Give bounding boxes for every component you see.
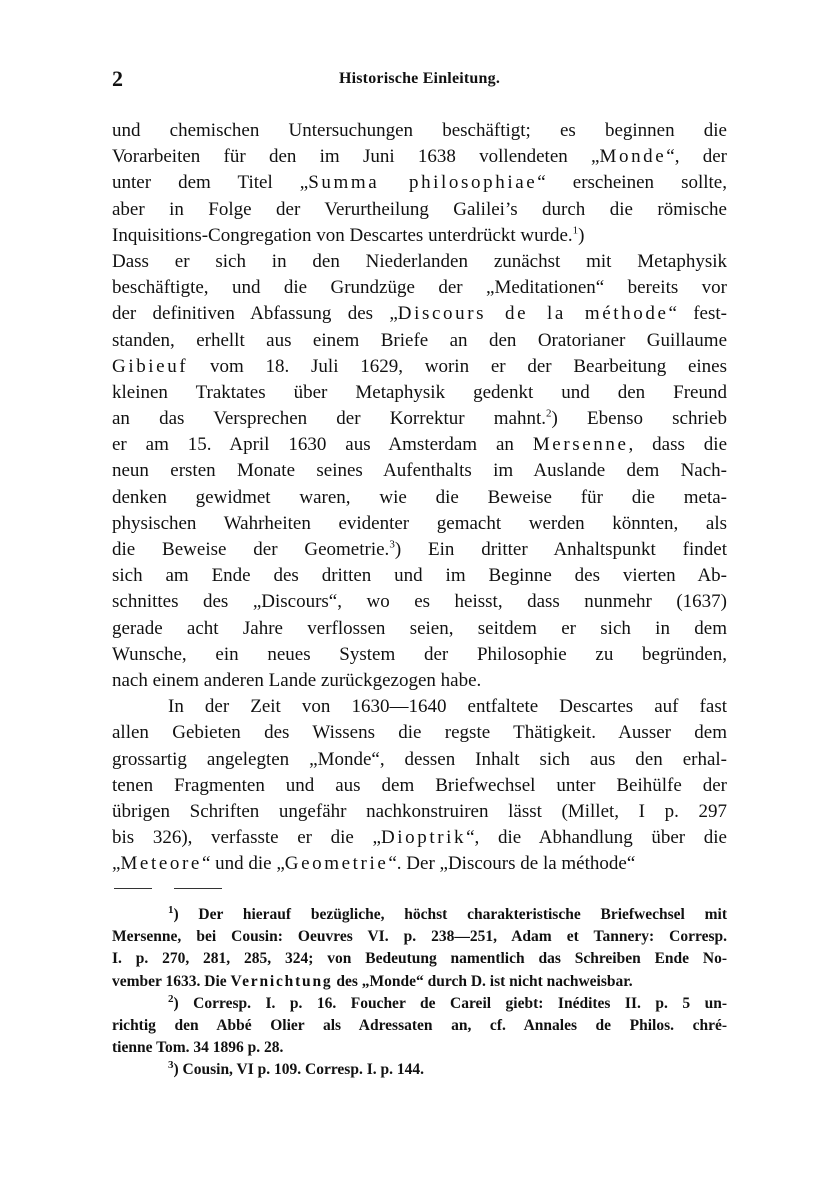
text-line (112, 144, 727, 170)
text-line (112, 223, 727, 249)
text-line (112, 720, 727, 746)
text-run: ) Cousin, VI p. 109. Corresp. I. p. 144. (173, 1061, 424, 1079)
text-line (112, 747, 727, 773)
text-run: der definitiven Abfassung des „ (112, 303, 398, 325)
text-run: “ fest- (668, 303, 727, 325)
text-run: “. Der „Discours de la méthode“ (388, 853, 636, 875)
text-line (112, 926, 727, 948)
text-run: und chemischen Untersuchungen beschäftigt; es beginnen die (112, 120, 727, 141)
text-run: kleinen Traktates über Metaphysik gedenkt und den Freund (112, 381, 727, 403)
text-run: sich am Ende des dritten und im Beginne des vierten Ab- (112, 565, 727, 587)
text-run: ) (578, 224, 585, 246)
text-line (112, 642, 727, 668)
spaced-emphasis: Vernichtung (230, 972, 333, 990)
text-line (112, 118, 727, 144)
text-line (112, 406, 727, 432)
text-line (112, 825, 727, 851)
text-line (112, 511, 727, 537)
text-line (112, 668, 727, 694)
spaced-emphasis: Meteore (120, 853, 202, 875)
text-run: Inquisitions-Congregation von Descartes unterdrückt wurde. (112, 224, 573, 246)
text-run: richtig den Abbé Olier als Adressaten an, cf. Annales de Philos. chré- (112, 1016, 727, 1034)
text-line (112, 275, 727, 301)
text-run: Mersenne, bei Cousin: Oeuvres VI. p. 238—251, Adam et Tannery: Corresp. (112, 928, 727, 946)
text-run: Wunsche, ein neues System der Philosophie zu begründen, (112, 643, 727, 665)
text-line (112, 563, 727, 589)
spaced-emphasis: Summa philosophiae (308, 172, 538, 194)
text-line (112, 616, 727, 642)
spaced-emphasis: Geometrie (284, 853, 389, 875)
text-line (112, 249, 727, 275)
text-run: Dass er sich in den Niederlanden zunächst mit Metaphysik (112, 250, 727, 272)
text-line (112, 773, 727, 799)
text-run: “, die Abhandlung über die (466, 827, 727, 849)
text-line (112, 851, 727, 877)
text-run: denken gewidmet waren, wie die Beweise für die meta- (112, 486, 727, 508)
page-header (112, 66, 727, 96)
text-run: gerade acht Jahre verflossen seien, seitdem er sich in dem (112, 617, 727, 639)
text-run: er am 15. April 1630 aus Amsterdam an (112, 434, 533, 456)
spaced-emphasis: Dioptrik (380, 827, 467, 849)
footnotes (112, 904, 727, 1082)
text-run: übrigen Schriften ungefähr nachkonstruiren lässt (Millet, I p. 297 (112, 800, 727, 822)
text-run: vom 18. Juli 1629, worin er der Bearbeitung eines (188, 355, 727, 377)
text-line (112, 458, 727, 484)
footnote-marker: 2 (168, 992, 174, 1005)
text-run: I. p. 270, 281, 285, 324; von Bedeutung namentlich das Schreiben Ende No- (112, 950, 727, 968)
text-line (112, 904, 727, 926)
text-line (112, 948, 727, 970)
text-run: an das Versprechen der Korrektur mahnt. (112, 408, 547, 430)
text-line (112, 432, 727, 458)
text-run: neun ersten Monate seines Aufenthalts im Auslande dem Nach- (112, 460, 727, 482)
text-run: ) Corresp. I. p. 16. Foucher de Careil giebt: Inédites II. p. 5 un- (173, 994, 727, 1012)
text-line (112, 799, 727, 825)
text-run: standen, erhellt aus einem Briefe an den Oratorianer Guillaume (112, 329, 727, 351)
text-line (112, 971, 727, 993)
page-number: 2 (112, 66, 123, 91)
text-line (112, 537, 727, 563)
text-run: des „Monde“ durch D. ist nicht nachweisbar. (332, 972, 633, 990)
text-line (112, 1037, 727, 1059)
text-run: ) Der hierauf bezügliche, höchst charakteristische Briefwechsel mit (173, 906, 727, 923)
text-run: „ (112, 853, 121, 875)
text-run: schnittes des „Discours“, wo es heisst, dass nunmehr (1637) (112, 591, 727, 613)
text-line (112, 1059, 727, 1081)
text-run: tenen Fragmenten und aus dem Briefwechsel unter Beihülfe der (112, 774, 727, 796)
spaced-emphasis: Mersenne (532, 434, 629, 456)
text-line (112, 694, 727, 720)
text-run: ) Ein dritter Anhaltspunkt findet (394, 539, 727, 560)
text-line (112, 485, 727, 511)
footnote-marker: 2 (546, 407, 552, 420)
text-run: , dass die (628, 434, 727, 456)
text-line (112, 328, 727, 354)
text-run: “ erscheinen sollte, (537, 172, 727, 194)
text-run: unter dem Titel „ (112, 172, 309, 194)
text-run: “ und die „ (201, 853, 285, 875)
footnote-marker: 1 (168, 904, 174, 916)
spaced-emphasis: Gibieuf (112, 355, 189, 377)
text-run: vember 1633. Die (112, 972, 231, 990)
text-line (112, 380, 727, 406)
text-run: die Beweise der Geometrie. (112, 539, 390, 560)
text-run: physischen Wahrheiten evidenter gemacht werden könnten, als (112, 512, 727, 534)
text-run: bis 326), verfasste er die „ (112, 827, 381, 849)
spaced-emphasis: Discours de la méthode (397, 303, 669, 325)
text-line (112, 589, 727, 615)
text-run: beschäftigte, und die Grundzüge der „Meditationen“ bereits vor (112, 277, 727, 299)
spaced-emphasis: Monde (599, 146, 667, 168)
footnote-marker: 3 (389, 538, 395, 551)
running-title: Historische Einleitung. (338, 70, 501, 87)
text-run: Vorarbeiten für den im Juni 1638 vollendeten „ (112, 146, 600, 168)
text-line (112, 170, 727, 196)
text-run: allen Gebieten des Wissens die regste Thätigkeit. Ausser dem (112, 722, 727, 744)
text-run: ) Ebenso schrieb (551, 408, 727, 430)
text-run: grossartig angelegten „Monde“, dessen Inhalt sich aus den erhal- (112, 748, 727, 770)
text-run: nach einem anderen Lande zurückgezogen habe. (112, 669, 482, 691)
text-run: In der Zeit von 1630—1640 entfaltete Descartes auf fast (168, 696, 727, 718)
text-run: “, der (666, 146, 727, 168)
text-line (112, 301, 727, 327)
text-line (112, 197, 727, 223)
text-line (112, 354, 727, 380)
main-text (112, 118, 727, 877)
text-line (112, 1015, 727, 1037)
footnote-marker: 1 (572, 224, 579, 237)
text-line (112, 993, 727, 1015)
text-run: tienne Tom. 34 1896 p. 28. (112, 1039, 284, 1057)
footnote-marker: 3 (168, 1059, 174, 1072)
text-run: aber in Folge der Verurtheilung Galilei’s durch die römische (112, 198, 727, 220)
